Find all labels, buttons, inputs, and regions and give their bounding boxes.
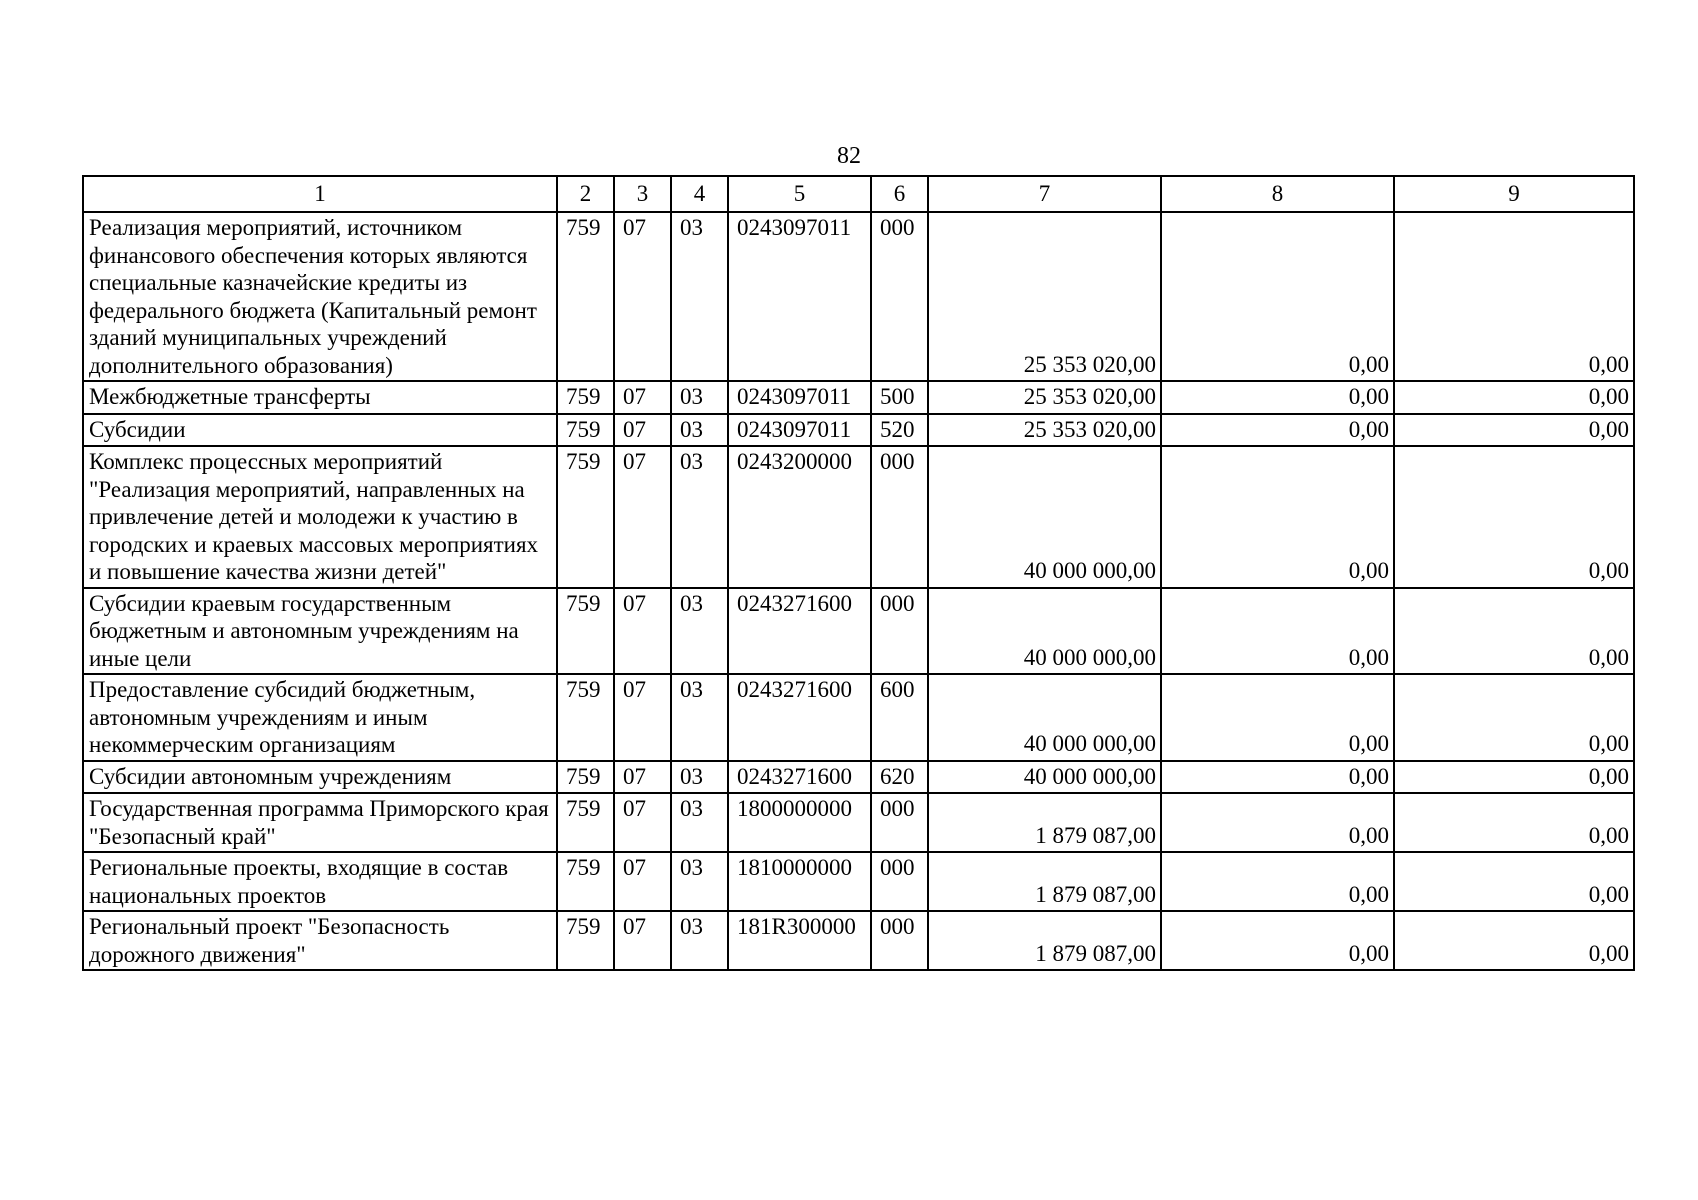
table-row bbox=[83, 852, 1634, 911]
amount-cell-7: 1 879 087,00 bbox=[928, 911, 1161, 970]
code-cell-6: 000 bbox=[871, 852, 928, 911]
amount-cell-8: 0,00 bbox=[1161, 911, 1394, 970]
amount-cell-8: 0,00 bbox=[1161, 588, 1394, 675]
code-cell-4: 03 bbox=[671, 446, 728, 588]
code-cell-5: 0243271600 bbox=[728, 761, 871, 794]
amount-cell-9: 0,00 bbox=[1394, 381, 1634, 414]
amount-cell-9: 0,00 bbox=[1394, 674, 1634, 761]
code-cell-5: 0243200000 bbox=[728, 446, 871, 588]
code-cell-3: 07 bbox=[614, 381, 671, 414]
table-row bbox=[83, 212, 1634, 381]
code-cell-6: 620 bbox=[871, 761, 928, 794]
row-name-cell: Региональные проекты, входящие в состав национальных проектов bbox=[83, 852, 557, 911]
code-cell-4: 03 bbox=[671, 381, 728, 414]
code-cell-3: 07 bbox=[614, 588, 671, 675]
amount-cell-9: 0,00 bbox=[1394, 446, 1634, 588]
code-cell-5: 181R300000 bbox=[728, 911, 871, 970]
code-cell-5: 0243097011 bbox=[728, 414, 871, 447]
amount-cell-9: 0,00 bbox=[1394, 852, 1634, 911]
table-row bbox=[83, 588, 1634, 675]
code-cell-3: 07 bbox=[614, 446, 671, 588]
page-number: 82 bbox=[837, 143, 861, 169]
header-cell: 7 bbox=[928, 176, 1161, 212]
code-cell-6: 000 bbox=[871, 212, 928, 381]
code-cell-2: 759 bbox=[557, 212, 614, 381]
code-cell-5: 0243271600 bbox=[728, 588, 871, 675]
header-cell: 8 bbox=[1161, 176, 1394, 212]
code-cell-5: 0243097011 bbox=[728, 212, 871, 381]
amount-cell-7: 1 879 087,00 bbox=[928, 852, 1161, 911]
amount-cell-9: 0,00 bbox=[1394, 588, 1634, 675]
amount-cell-8: 0,00 bbox=[1161, 381, 1394, 414]
code-cell-4: 03 bbox=[671, 674, 728, 761]
amount-cell-7: 25 353 020,00 bbox=[928, 212, 1161, 381]
table-row bbox=[83, 414, 1634, 447]
code-cell-4: 03 bbox=[671, 588, 728, 675]
code-cell-6: 000 bbox=[871, 911, 928, 970]
code-cell-3: 07 bbox=[614, 212, 671, 381]
header-row bbox=[83, 176, 1634, 212]
header-cell: 3 bbox=[614, 176, 671, 212]
table-row bbox=[83, 446, 1634, 588]
row-name-cell: Региональный проект "Безопасность дорожного движения" bbox=[83, 911, 557, 970]
code-cell-4: 03 bbox=[671, 911, 728, 970]
code-cell-6: 600 bbox=[871, 674, 928, 761]
code-cell-3: 07 bbox=[614, 761, 671, 794]
amount-cell-7: 1 879 087,00 bbox=[928, 793, 1161, 852]
code-cell-3: 07 bbox=[614, 674, 671, 761]
amount-cell-7: 25 353 020,00 bbox=[928, 381, 1161, 414]
row-name-cell: Субсидии краевым государственным бюджетным и автономным учреждениям на иные цели bbox=[83, 588, 557, 675]
code-cell-2: 759 bbox=[557, 674, 614, 761]
table-row bbox=[83, 911, 1634, 970]
code-cell-5: 1800000000 bbox=[728, 793, 871, 852]
row-name-cell: Субсидии автономным учреждениям bbox=[83, 761, 557, 794]
amount-cell-9: 0,00 bbox=[1394, 414, 1634, 447]
amount-cell-8: 0,00 bbox=[1161, 446, 1394, 588]
amount-cell-8: 0,00 bbox=[1161, 674, 1394, 761]
header-cell: 9 bbox=[1394, 176, 1634, 212]
table-row bbox=[83, 381, 1634, 414]
amount-cell-8: 0,00 bbox=[1161, 793, 1394, 852]
amount-cell-8: 0,00 bbox=[1161, 414, 1394, 447]
amount-cell-9: 0,00 bbox=[1394, 793, 1634, 852]
code-cell-3: 07 bbox=[614, 852, 671, 911]
code-cell-6: 000 bbox=[871, 446, 928, 588]
code-cell-6: 000 bbox=[871, 793, 928, 852]
row-name-cell: Субсидии bbox=[83, 414, 557, 447]
code-cell-6: 000 bbox=[871, 588, 928, 675]
amount-cell-7: 40 000 000,00 bbox=[928, 674, 1161, 761]
table-row bbox=[83, 674, 1634, 761]
header-cell: 5 bbox=[728, 176, 871, 212]
code-cell-5: 0243271600 bbox=[728, 674, 871, 761]
code-cell-2: 759 bbox=[557, 793, 614, 852]
header-cell: 4 bbox=[671, 176, 728, 212]
amount-cell-7: 25 353 020,00 bbox=[928, 414, 1161, 447]
table-row bbox=[83, 793, 1634, 852]
amount-cell-7: 40 000 000,00 bbox=[928, 588, 1161, 675]
budget-table bbox=[82, 175, 1635, 971]
table-row bbox=[83, 761, 1634, 794]
code-cell-6: 500 bbox=[871, 381, 928, 414]
amount-cell-9: 0,00 bbox=[1394, 212, 1634, 381]
code-cell-2: 759 bbox=[557, 761, 614, 794]
code-cell-4: 03 bbox=[671, 414, 728, 447]
amount-cell-7: 40 000 000,00 bbox=[928, 761, 1161, 794]
code-cell-5: 0243097011 bbox=[728, 381, 871, 414]
code-cell-3: 07 bbox=[614, 414, 671, 447]
row-name-cell: Государственная программа Приморского края "Безопасный край" bbox=[83, 793, 557, 852]
amount-cell-7: 40 000 000,00 bbox=[928, 446, 1161, 588]
code-cell-4: 03 bbox=[671, 212, 728, 381]
code-cell-4: 03 bbox=[671, 761, 728, 794]
amount-cell-8: 0,00 bbox=[1161, 852, 1394, 911]
amount-cell-8: 0,00 bbox=[1161, 212, 1394, 381]
amount-cell-9: 0,00 bbox=[1394, 761, 1634, 794]
row-name-cell: Комплекс процессных мероприятий "Реализация мероприятий, направленных на привлечение детей и молодежи к участию в городских и краевых массовых мероприятиях и повышение качества жизни детей" bbox=[83, 446, 557, 588]
amount-cell-9: 0,00 bbox=[1394, 911, 1634, 970]
code-cell-2: 759 bbox=[557, 414, 614, 447]
code-cell-2: 759 bbox=[557, 381, 614, 414]
amount-cell-8: 0,00 bbox=[1161, 761, 1394, 794]
row-name-cell: Реализация мероприятий, источником финансового обеспечения которых являются специальные казначейские кредиты из федерального бюджета (Капитальный ремонт зданий муниципальных учреждений дополнительного образования) bbox=[83, 212, 557, 381]
header-cell: 6 bbox=[871, 176, 928, 212]
header-cell: 1 bbox=[83, 176, 557, 212]
code-cell-2: 759 bbox=[557, 446, 614, 588]
header-cell: 2 bbox=[557, 176, 614, 212]
code-cell-6: 520 bbox=[871, 414, 928, 447]
code-cell-4: 03 bbox=[671, 793, 728, 852]
code-cell-2: 759 bbox=[557, 852, 614, 911]
code-cell-2: 759 bbox=[557, 911, 614, 970]
code-cell-4: 03 bbox=[671, 852, 728, 911]
code-cell-3: 07 bbox=[614, 793, 671, 852]
code-cell-5: 1810000000 bbox=[728, 852, 871, 911]
code-cell-2: 759 bbox=[557, 588, 614, 675]
row-name-cell: Предоставление субсидий бюджетным, автономным учреждениям и иным некоммерческим организациям bbox=[83, 674, 557, 761]
code-cell-3: 07 bbox=[614, 911, 671, 970]
row-name-cell: Межбюджетные трансферты bbox=[83, 381, 557, 414]
